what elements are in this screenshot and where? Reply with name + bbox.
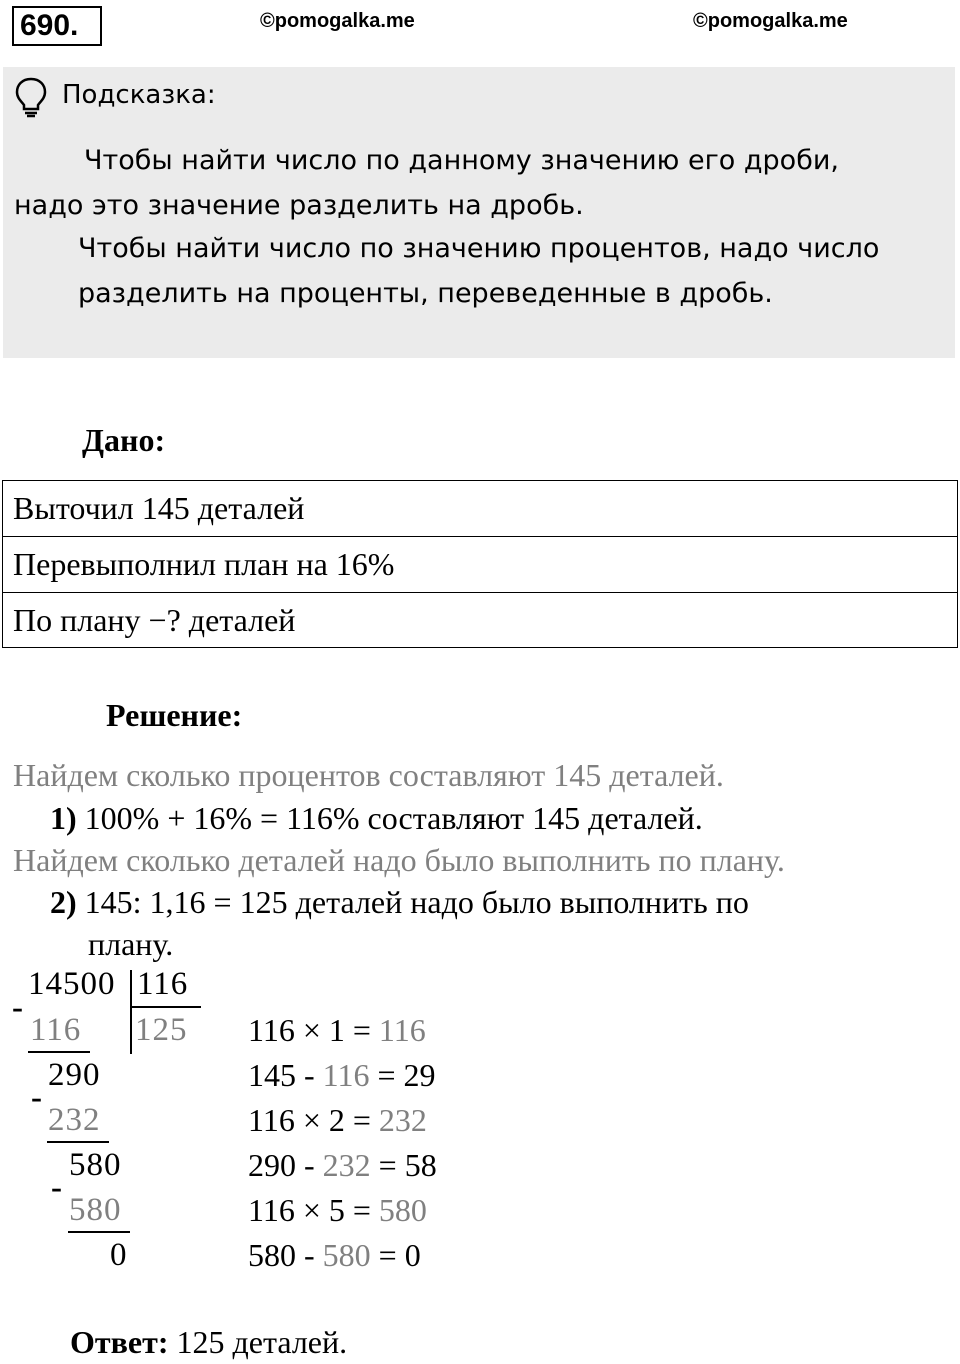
division-note-2 [248,1057,436,1094]
step1 [50,800,703,837]
note-part: 232 [378,1102,427,1138]
note-part: 580 [322,1237,371,1273]
division-note-6 [248,1237,421,1274]
division-row: 0 [110,1237,128,1273]
step1-number: 1) [50,800,77,836]
division-row: 580 [69,1147,122,1183]
minus-sign: - [51,1170,63,1206]
step2-text: 145: 1,16 = 125 деталей надо было выполнить по [84,884,749,920]
division-underline [47,1141,109,1143]
division-underline [68,1231,130,1233]
note-part: 290 - [248,1147,323,1183]
given-row-1: Выточил 145 деталей [2,480,958,536]
step2-intro: Найдем сколько деталей надо было выполнить по плану. [13,842,785,878]
division-note-3 [248,1102,427,1139]
note-part: 116 [322,1057,370,1093]
given-row-3: По плану −? деталей [2,592,958,648]
step2-continuation: плану. [88,926,174,962]
division-note-5 [248,1192,427,1229]
given-heading: Дано: [82,422,166,458]
hint-line-3: Чтобы найти число по значению процентов, надо число [78,233,880,264]
divisor: 116 [137,966,189,1002]
solution-heading: Решение: [106,697,243,733]
step1-intro: Найдем сколько процентов составляют 145 деталей. [13,757,724,793]
note-part: 232 [322,1147,371,1183]
division-vertical-bar [130,970,132,1054]
note-part: 116 × 5 = [248,1192,379,1228]
note-part: 580 [378,1192,427,1228]
note-part: 116 × 2 = [248,1102,379,1138]
step2 [50,884,749,921]
watermark-left: ©pomogalka.me [260,10,415,32]
lightbulb-icon [14,76,48,118]
note-part: 580 - [248,1237,323,1273]
division-row: 116 [30,1012,82,1048]
minus-sign: - [12,990,24,1026]
step1-text: 100% + 16% = 116% составляют 145 деталей. [84,800,703,836]
answer-label: Ответ: [70,1324,169,1360]
division-note-4 [248,1147,437,1184]
note-part: = 58 [370,1147,437,1183]
note-part: 116 × 1 = [248,1012,379,1048]
division-row: 580 [69,1192,122,1228]
note-part: = 29 [369,1057,436,1093]
given-row-2: Перевыполнил план на 16% [2,536,958,592]
watermark-right: ©pomogalka.me [693,10,848,32]
dividend: 14500 [28,966,116,1002]
note-part: 145 - [248,1057,323,1093]
step2-number: 2) [50,884,77,920]
division-row: 232 [48,1102,101,1138]
answer [70,1324,347,1361]
hint-title: Подсказка: [62,80,216,110]
division-note-1 [248,1012,426,1049]
note-part: 116 [378,1012,426,1048]
answer-text: 125 деталей. [168,1324,348,1360]
hint-line-1: Чтобы найти число по данному значению его дроби, [84,145,839,176]
quotient: 125 [135,1012,188,1048]
note-part: = 0 [370,1237,421,1273]
divisor-underline [131,1006,201,1008]
hint-line-2: надо это значение разделить на дробь. [14,190,584,221]
task-number: 690. [12,6,102,46]
division-row: 290 [48,1057,101,1093]
minus-sign: - [31,1080,43,1116]
hint-line-4: разделить на проценты, переведенные в дробь. [78,278,773,309]
division-underline [28,1051,90,1053]
